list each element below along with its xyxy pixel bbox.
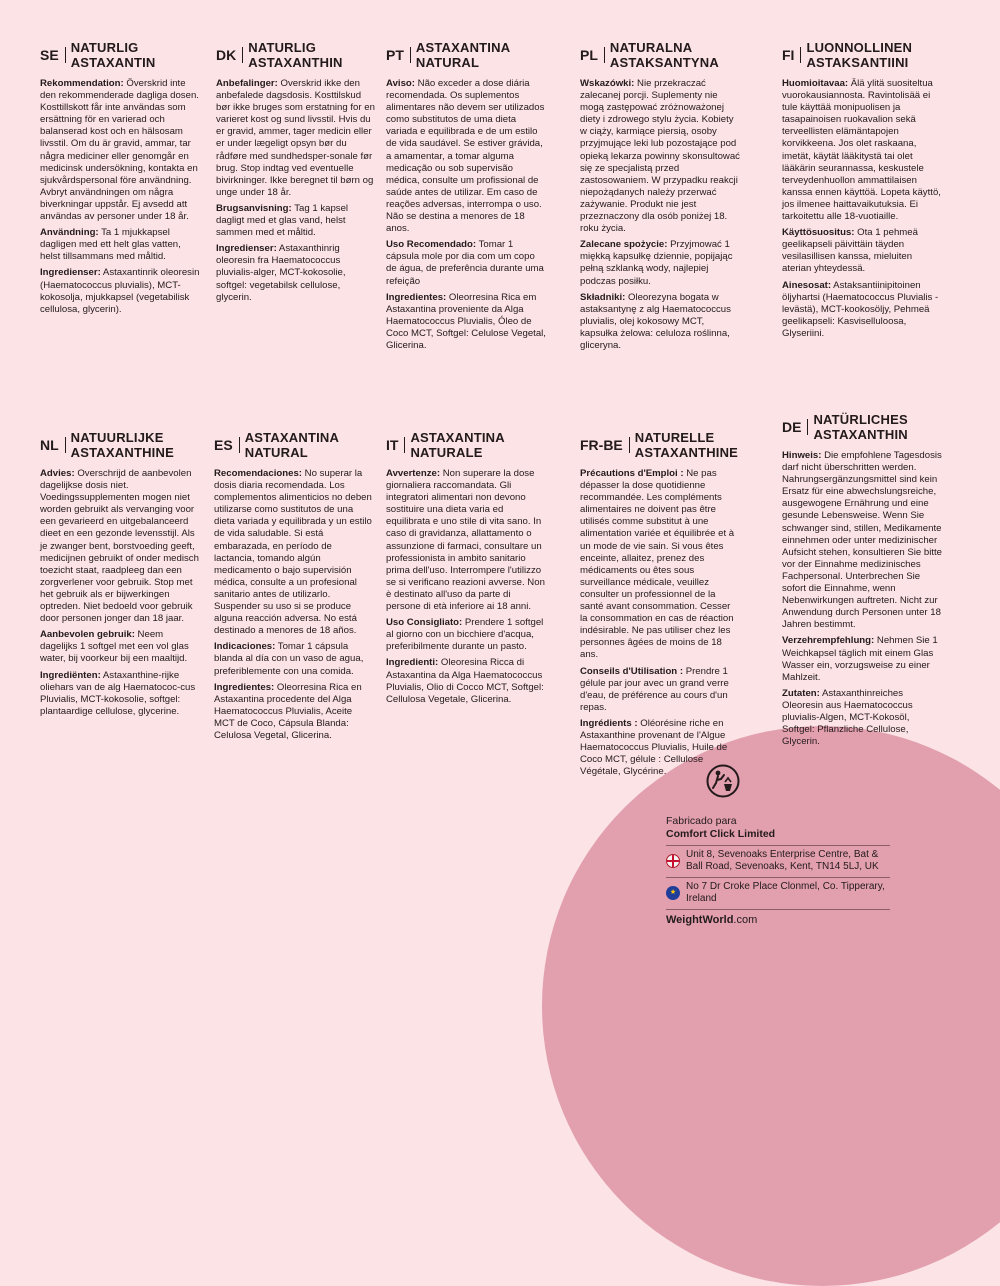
language-code: DK (216, 47, 243, 63)
paragraph-text: Prendere 1 softgel al giorno con un bicchiere d'acqua, preferibilmente durante un pasto. (386, 617, 544, 653)
paragraph-text: Oléorésine riche en Astaxanthine provenant de l'Algue Haematococcus Pluvialis, Huile de Coco MCT, gélule : Cellulose Végétale, Glycérine. (580, 717, 728, 778)
paragraph-label: Ingredientes: (386, 291, 447, 303)
paragraph-label: Indicaciones: (214, 641, 276, 653)
section-paragraph (580, 78, 740, 235)
paragraph-text: Överskrid inte den rekommenderade dagliga dosen. Kosttillskott får inte användas som ersättning för en varierad och balanserad kost och en hälsosam livsstil. Om du är gravid, ammar, tar några mediciner eller genomgår en medicinsk undersökning, kontakta en sjukvårdspersonal före användning. Avbryt användningen om några biverkningar uppstår. Ej avsedd att användas av personer under 18 år. (40, 78, 199, 223)
language-code: ES (214, 437, 240, 453)
section-paragraph (40, 267, 200, 315)
manufacturer-info (666, 815, 890, 926)
paragraph-label: Conseils d'Utilisation : (580, 665, 684, 677)
section-header (782, 40, 942, 70)
section-paragraph (216, 243, 376, 303)
made-for-label: Fabricado para (666, 815, 737, 827)
paragraph-text: Oleorresina Rica em Astaxantina proveniente da Alga Haematococcus Pluvialis, Óleo de Coco MCT, Softgel: Celulose Vegetal, Glicerina. (386, 291, 546, 351)
section-title: NATÜRLICHES ASTAXANTHIN (813, 412, 908, 442)
paragraph-label: Avvertenze: (386, 468, 441, 479)
paragraph-label: Ainesosat: (782, 279, 832, 291)
paragraph-label: Brugsanvisning: (216, 202, 292, 214)
uk-address-row (666, 845, 890, 877)
paragraph-text: Oleorresina Rica en Astaxantina procedente del Alga Haematococcus Pluvialis, Aceite MCT de Coco, Cápsula Blanda: Celulosa Vegetal, Glicerina. (214, 681, 362, 741)
decorative-pink-circle (542, 726, 1000, 1286)
section-paragraph (40, 78, 200, 223)
paragraph-label: Huomioitavaa: (782, 78, 849, 89)
paragraph-label: Précautions d'Emploi : (580, 468, 684, 479)
paragraph-text: Neem dagelijks 1 softgel met een vol glas water, bij voorkeur bij een maaltijd. (40, 629, 189, 665)
paragraph-text: No superar la dosis diaria recomendada. Los complementos alimenticios no deben utilizarse como sustitutos de una dieta variada y equilibrada y un estilo de vida saludable. Si está embarazada, en período de lactancia, tomando algún medicamento o bajo supervisión médica, consulte a un profesional sanitario antes de utilizarlo. Suspender su uso si se produce alguna reacción adversa. No está destinado a menores de 18 años. (214, 468, 372, 637)
ie-address: No 7 Dr Croke Place Clonmel, Co. Tipperary, Ireland (686, 880, 885, 905)
section-paragraph (40, 227, 200, 263)
paragraph-label: Zutaten: (782, 687, 820, 699)
paragraph-text: Tomar 1 cápsula mole por dia com um copo de água, de preferência durante uma refeição (386, 239, 544, 287)
section-paragraph (216, 78, 376, 199)
paragraph-label: Ingredienser: (216, 243, 277, 255)
paragraph-label: Aanbevolen gebruik: (40, 629, 135, 641)
uk-address: Unit 8, Sevenoaks Enterprise Centre, Bat & Ball Road, Sevenoaks, Kent, TN14 5LJ, UK (686, 849, 879, 873)
section-paragraph (386, 239, 546, 287)
section-es (214, 430, 374, 746)
paragraph-label: Wskazówki: (580, 78, 635, 89)
paragraph-text: Przyjmować 1 miękką kapsułkę dziennie, popijając pełną szklanką wody, najlepiej podczas posiłku. (580, 239, 733, 287)
section-title: NATURLIG ASTAXANTIN (70, 40, 156, 70)
paragraph-text: Nehmen Sie 1 Weichkapsel täglich mit einem Glas Wasser ein, vorzugsweise zu einer Mahlzeit. (782, 635, 938, 683)
section-paragraph (386, 292, 546, 352)
section-paragraph (782, 688, 942, 748)
section-title: ASTAXANTINA NATURAL (415, 40, 510, 70)
section-paragraph (580, 292, 740, 352)
section-paragraph (580, 666, 740, 714)
paragraph-label: Verzehrempfehlung: (782, 635, 875, 647)
section-it (386, 430, 546, 710)
paragraph-text: Overschrijd de aanbevolen dagelijkse dosis niet. Voedingssupplementen mogen niet worden gebruikt als vervanging voor een gevarieerd en uitgebalanceerd dieet en een gezonde levensstijl. Als je zwanger bent, borstvoeding geeft, medicijnen gebruikt of onder medisch toezicht staat, raadpleeg dan een zorgverlener voor gebruik. Stop met het gebruik als er bijwerkingen optreden. Niet bedoeld voor gebruik door personen jonger dan 18 jaar. (40, 468, 199, 625)
section-header (214, 430, 374, 460)
section-de (782, 412, 942, 752)
section-fr-be (580, 430, 740, 782)
language-code: FR-BE (580, 437, 630, 453)
language-code: IT (386, 437, 405, 453)
language-code: SE (40, 47, 66, 63)
uk-flag-icon (666, 854, 680, 868)
section-header (216, 40, 376, 70)
paragraph-text: Tag 1 kapsel dagligt med et glas vand, helst sammen med et måltid. (216, 202, 349, 239)
section-fi (782, 40, 942, 344)
section-header (386, 40, 546, 70)
section-paragraph (782, 280, 942, 340)
section-paragraph (580, 239, 740, 287)
section-header (580, 430, 740, 460)
section-paragraph (386, 78, 546, 235)
section-paragraph (214, 641, 374, 677)
section-paragraph (214, 682, 374, 742)
section-paragraph (386, 617, 546, 653)
paragraph-text: Astaxanthinrig oleoresin fra Haematococcus pluvialis-alger, MCT-kokosolie, softgel: vegetabilsk cellulose, glycerin. (216, 243, 346, 303)
paragraph-label: Recomendaciones: (214, 468, 302, 479)
language-code: PT (386, 47, 411, 63)
section-paragraph (214, 468, 374, 637)
paragraph-label: Ingrédients : (580, 717, 638, 729)
paragraph-label: Składniki: (580, 291, 626, 303)
paragraph-label: Ingredienser: (40, 267, 101, 279)
paragraph-text: Oleoresina Ricca di Astaxantina da Alga Haematococcus Pluvialis, Olio di Cocco MCT, Softgel: Cellulosa Vegetale, Glicerina. (386, 657, 544, 705)
paragraph-text: Non superare la dose giornaliera raccomandata. Gli integratori alimentari non devono sostituire una dieta varia ed equilibrata e uno stile di vita sano. In caso di gravidanza, allattamento o assunzione di farmaci, consultare un professionista in ambito sanitario prima dell'uso. Interrompere l'utilizzo se si verificano reazioni avverse. Non è destinato all'uso da parte di persone di età inferiore ai 18 anni. (386, 468, 545, 613)
section-paragraph (216, 203, 376, 239)
section-paragraph (40, 468, 200, 625)
paragraph-text: Ota 1 pehmeä geelikapseli päivittäin täyden vesilasillisen kanssa, mieluiten aterian yhteydessä. (782, 227, 918, 275)
section-paragraph (386, 468, 546, 613)
section-paragraph (782, 635, 942, 683)
section-header (386, 430, 546, 460)
section-title: ASTAXANTINA NATURALE (410, 430, 505, 460)
section-title: NATUURLIJKE ASTAXANTHINE (70, 430, 174, 460)
paragraph-label: Aviso: (386, 78, 415, 89)
paragraph-label: Uso Recomendado: (386, 239, 477, 251)
paragraph-text: Astaxanthinreiches Oleoresin aus Haematococcus pluvialis-Algen, MCT-Kokosöl, Softgel: Pflanzliche Cellulose, Glycerin. (782, 687, 913, 748)
section-title: NATURLIG ASTAXANTHIN (248, 40, 343, 70)
section-header (40, 40, 200, 70)
paragraph-text: Tomar 1 cápsula blanda al día con un vaso de agua, preferiblemente con una comida. (214, 641, 364, 677)
tidyman-recycle-icon (706, 764, 740, 798)
paragraph-label: Ingredientes: (214, 681, 275, 693)
section-title: LUONNOLLINEN ASTAKSANTIINI (806, 40, 913, 70)
paragraph-text: Nie przekraczać zalecanej porcji. Suplementy nie mogą zastępować zróżnoważonej diety i zdrowego stylu życia. Kobiety w ciąży, karmiące piersią, osoby przyjmujące leki lub pozostające pod opieką lekarza powinny skonsultować się ze specjalistą przed zastosowaniem. W przypadku reakcji niepożądanych należy przerwać zażywanie. Produkt nie jest przeznaczony dla osób poniżej 18. roku życia. (580, 78, 740, 235)
section-paragraph (40, 670, 200, 718)
section-paragraph (782, 227, 942, 275)
language-code: PL (580, 47, 605, 63)
paragraph-label: Ingrediënten: (40, 669, 101, 681)
paragraph-label: Hinweis: (782, 450, 822, 461)
section-paragraph (580, 468, 740, 662)
paragraph-label: Anbefalinger: (216, 78, 278, 89)
paragraph-text: Astaxantinrik oleoresin (Haematococcus pluvialis), MCT-kokosolja, mjukkapsel (vegetabilisk cellulosa, glycerin). (40, 267, 200, 315)
language-code: NL (40, 437, 66, 453)
section-pl (580, 40, 740, 356)
paragraph-label: Ingredienti: (386, 657, 439, 669)
language-code: DE (782, 419, 808, 435)
website-tld: .com (733, 913, 758, 926)
section-header (782, 412, 942, 442)
section-paragraph (40, 629, 200, 665)
paragraph-text: Ta 1 mjukkapsel dagligen med ett helt glas vatten, helst tillsammans med måltid. (40, 227, 181, 263)
section-header (40, 430, 200, 460)
paragraph-text: Prendre 1 gélule par jour avec un grand verre d'eau, de préférence au cours d'un repas. (580, 665, 729, 713)
paragraph-text: Älä ylitä suositeltua vuorokausiannosta. Ravintolisää ei tule käyttää monipuolisen ja tasapainoisen ruokavalion sekä terveellisten elämäntapojen korvikkeena. Jos olet raskaana, imetät, käytät lääkitystä tai olet lääkärin seurannassa, keskustele terveydenhuollon ammattilaisen kanssa ennen käyttöä. Lopeta käyttö, jos ilmenee haittavaikutuksia. Ei tarkoitettu alle 18-vuotiaille. (782, 78, 941, 223)
ie-address-row (666, 877, 890, 909)
website (666, 909, 890, 926)
paragraph-text: Oleorezyna bogata w astaksantynę z alg Haematococcus pluvialis, olej kokosowy MCT, kapsułka żelowa: celuloza roślinna, gliceryna. (580, 291, 731, 351)
company-name: Comfort Click Limited (666, 828, 776, 840)
section-paragraph (782, 450, 942, 631)
section-paragraph (386, 657, 546, 705)
paragraph-text: Astaxanthine-rijke oliehars van de alg Haematococ-cus Pluvialis, MCT-kokosolie, softgel: plantaardige cellulose, glycerine. (40, 669, 196, 717)
section-dk (216, 40, 376, 308)
paragraph-text: Não exceder a dose diária recomendada. Os suplementos alimentares não devem ser utilizados como substitutos de uma dieta variada e equilibrada e de um estilo de vida saudável. Se estiver grávida, a amamentar, a tomar alguma medicação ou sob supervisão médica, consulte um profissional de saúde antes de utilizar. Em caso de reações adversas, interrompa o uso. Não se destina a menores de 18 anos. (386, 78, 545, 235)
section-title: NATURALNA ASTAKSANTYNA (609, 40, 719, 70)
paragraph-label: Användning: (40, 227, 99, 239)
section-pt (386, 40, 546, 356)
paragraph-label: Zalecane spożycie: (580, 239, 668, 251)
paragraph-label: Rekommendation: (40, 78, 124, 89)
section-title: ASTAXANTINA NATURAL (244, 430, 339, 460)
paragraph-label: Käyttösuositus: (782, 227, 855, 239)
paragraph-text: Overskrid ikke den anbefalede dagsdosis. Kosttilskud bør ikke bruges som erstatning for en varieret kost og sund livsstil. Hvis du er gravid, ammer, tager medicin eller er under lægeligt opsyn bør du rådføre med sundhedsper-sonale før brug. Stop indtag ved eventuelle bivirkninger. Ikke beregnet til børn og unge under 18 år. (216, 78, 375, 198)
paragraph-text: Astaksantiinipitoinen öljyhartsi (Haematococcus Pluvialis -levästä), MCT-kookosöljy, Pehmeä geelikapseli: Kasviselluloosa, Glyseriini. (782, 279, 939, 339)
section-nl (40, 430, 200, 722)
paragraph-text: Ne pas dépasser la dose quotidienne recommandée. Les compléments alimentaires ne doivent pas être utilisés comme substitut à une alimentation variée et équilibrée et à un mode de vie sain. Si vous êtes enceinte, allaitez, prenez des médicaments ou êtes sous surveillance médicale, veuillez consulter un professionnel de la santé avant consommation. Cesser la consommation en cas de réaction indésirable. Ne pas utiliser chez les personnes âgées de moins de 18 ans. (580, 468, 735, 661)
section-title: NATURELLE ASTAXANTHINE (634, 430, 739, 460)
eu-flag-icon: ★ (666, 886, 680, 900)
section-paragraph (782, 78, 942, 223)
section-se (40, 40, 200, 320)
paragraph-label: Uso Consigliato: (386, 617, 463, 629)
language-code: FI (782, 47, 801, 63)
paragraph-label: Advies: (40, 468, 75, 479)
paragraph-text: Die empfohlene Tagesdosis darf nicht überschritten werden. Nahrungsergänzungsmittel sind kein Ersatz für eine abwechslungsreiche, ausgewogene Ernährung und eine gesunde Lebensweise. Wenn Sie schwanger sind, stillen, Medikamente einnehmen oder unter medizinischer Aufsicht stehen, konsultieren Sie bitte vor der Einnahme medizinisches Fachpersonal. Unterbrechen Sie sofort die Einnahme, wenn Nebenwirkungen auftreten. Nicht zur Anwendung durch Personen unter 18 Jahren bestimmt. (782, 450, 942, 631)
section-header (580, 40, 740, 70)
website-brand: WeightWorld (666, 913, 734, 926)
